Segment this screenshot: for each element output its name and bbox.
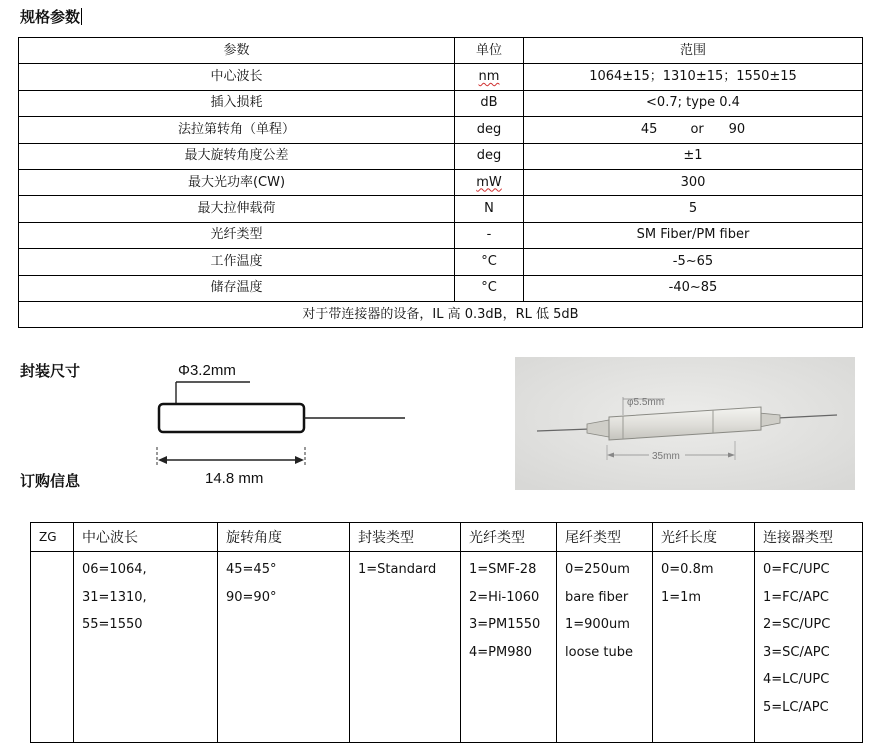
- spec-unit-text: nm: [478, 69, 500, 85]
- order-options-package: [350, 552, 461, 743]
- order-table: [30, 522, 863, 743]
- order-header-wavelength: 中心波长: [74, 523, 218, 552]
- spec-unit: dB: [455, 90, 524, 116]
- order-header-connector: 连接器类型: [755, 523, 863, 552]
- spec-row: [19, 117, 863, 143]
- length-label: 14.8 mm: [205, 470, 264, 487]
- spec-range: 1064±15；1310±15；1550±15: [524, 64, 863, 90]
- spec-range: ±1: [524, 143, 863, 169]
- order-header-fiber-type: 光纤类型: [461, 523, 557, 552]
- package-dimension-drawing: [150, 355, 420, 490]
- order-option: 4=LC/UPC: [763, 672, 830, 688]
- order-option: 0=250um: [565, 562, 630, 577]
- order-option: 1=900um: [565, 617, 630, 633]
- order-option: 1=Standard: [358, 562, 437, 577]
- order-option: 2=Hi-1060: [469, 589, 540, 605]
- order-option: 1=FC/APC: [763, 589, 829, 605]
- dimension-arrow-left-icon: [158, 456, 167, 464]
- order-options-fiber-type: [461, 552, 557, 743]
- spec-unit-text: mW: [476, 174, 502, 190]
- spec-param: 储存温度: [19, 275, 455, 301]
- order-header-package: 封装类型: [350, 523, 461, 552]
- order-option: loose tube: [565, 644, 634, 660]
- order-option: bare fiber: [565, 589, 629, 605]
- photo-length-label: 35mm: [652, 451, 680, 462]
- order-header-row: [31, 523, 863, 552]
- order-options-wavelength: [74, 552, 218, 743]
- spec-param: 最大拉伸载荷: [19, 196, 455, 222]
- text-cursor: [81, 8, 82, 25]
- spec-param: 法拉第转角（单程）: [19, 117, 455, 143]
- spec-unit: -: [455, 222, 524, 248]
- order-options-fiber-length: [653, 552, 755, 743]
- spec-unit: °C: [455, 275, 524, 301]
- spec-param: 光纤类型: [19, 222, 455, 248]
- order-header-fiber-length: 光纤长度: [653, 523, 755, 552]
- diameter-label: Φ3.2mm: [178, 362, 236, 379]
- order-options-pigtail: [557, 552, 653, 743]
- spec-row: [19, 222, 863, 248]
- order-option: 3=SC/APC: [763, 644, 830, 660]
- spec-heading: 规格参数: [20, 8, 81, 26]
- order-option: 55=1550: [82, 617, 143, 633]
- order-option: 1=1m: [661, 589, 702, 605]
- spec-range: 5: [524, 196, 863, 222]
- product-photo: [515, 357, 855, 490]
- spec-unit: deg: [455, 117, 524, 143]
- spec-param: 最大光功率(CW): [19, 169, 455, 195]
- spec-unit: N: [455, 196, 524, 222]
- order-header-prefix: ZG: [31, 523, 74, 552]
- spec-row: [19, 275, 863, 301]
- spec-range: SM Fiber/PM fiber: [524, 222, 863, 248]
- spec-table: [18, 37, 863, 328]
- spec-row: [19, 143, 863, 169]
- spec-param: 工作温度: [19, 249, 455, 275]
- package-heading: 封装尺寸: [20, 362, 81, 380]
- order-heading: 订购信息: [20, 472, 81, 490]
- spec-range: 45 or 90: [524, 117, 863, 143]
- spec-unit: [455, 169, 524, 195]
- order-options-connector: [755, 552, 863, 743]
- spec-unit: [455, 64, 524, 90]
- spec-header-range: 范围: [524, 38, 863, 64]
- order-option: 3=PM1550: [469, 617, 541, 633]
- spec-row: [19, 169, 863, 195]
- spec-header-unit: 单位: [455, 38, 524, 64]
- spec-param: 中心波长: [19, 64, 455, 90]
- spec-range: -40~85: [524, 275, 863, 301]
- order-option: 31=1310,: [82, 589, 147, 605]
- order-header-pigtail: 尾纤类型: [557, 523, 653, 552]
- order-options-row: [31, 552, 863, 743]
- order-options-prefix: [31, 552, 74, 743]
- order-option: 5=LC/APC: [763, 699, 829, 715]
- order-option: 0=FC/UPC: [763, 562, 830, 577]
- dimension-arrow-right-icon: [295, 456, 304, 464]
- spec-note: 对于带连接器的设备，IL 高 0.3dB，RL 低 5dB: [19, 301, 863, 327]
- spec-row: [19, 90, 863, 116]
- spec-row: [19, 249, 863, 275]
- order-header-rotation: 旋转角度: [218, 523, 350, 552]
- photo-diameter-label: φ5.5mm: [627, 397, 665, 408]
- spec-range: 300: [524, 169, 863, 195]
- order-option: 2=SC/UPC: [763, 617, 831, 633]
- device-body-outline: [159, 404, 304, 432]
- order-option: 06=1064,: [82, 562, 147, 577]
- spec-unit: deg: [455, 143, 524, 169]
- spec-param: 插入损耗: [19, 90, 455, 116]
- spec-header-param: 参数: [19, 38, 455, 64]
- spec-unit: °C: [455, 249, 524, 275]
- order-option: 4=PM980: [469, 644, 533, 660]
- spec-param: 最大旋转角度公差: [19, 143, 455, 169]
- spec-range: <0.7; type 0.4: [524, 90, 863, 116]
- order-option: 1=SMF-28: [469, 562, 537, 577]
- spec-header-row: [19, 38, 863, 64]
- spec-note-row: [19, 301, 863, 327]
- order-option: 90=90°: [226, 589, 277, 605]
- order-option: 0=0.8m: [661, 562, 714, 577]
- order-options-rotation: [218, 552, 350, 743]
- order-option: 45=45°: [226, 562, 277, 577]
- spec-range: -5~65: [524, 249, 863, 275]
- spec-row: [19, 64, 863, 90]
- spec-row: [19, 196, 863, 222]
